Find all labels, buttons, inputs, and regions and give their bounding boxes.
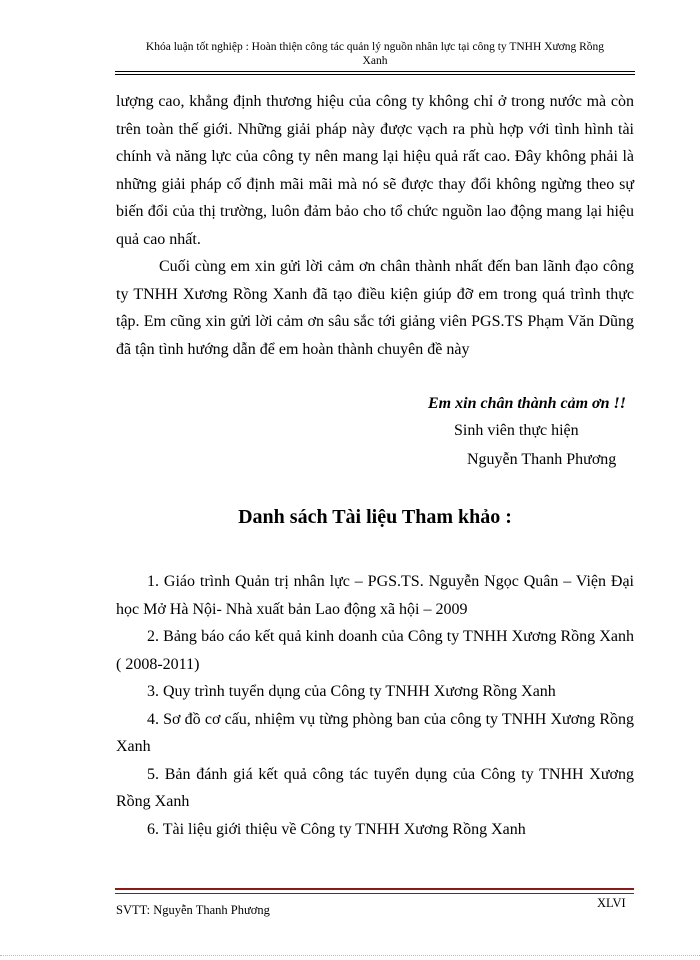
body-paragraph-1: lượng cao, khẳng định thương hiệu của công ty không chỉ ở trong nước mà còn trên toàn thế giới. Những giải pháp này được vạch ra phù hợp với tình hình tài chính và năng lực của công ty nên mang lại hiệu quả rất cao. Đây không phải là những giải pháp cố định mãi mãi mà nó sẽ được thay đổi không ngừng theo sự biến đổi của thị trường, luôn đảm bảo cho tổ chức nguồn lao động mang lại hiệu quả cao nhất. — [116, 93, 634, 248]
reference-item: 5. Bản đánh giá kết quả công tác tuyển dụng của Công ty TNHH Xương Rồng Xanh — [116, 765, 634, 810]
reference-item: 2. Bảng báo cáo kết quả kinh doanh của Công ty TNHH Xương Rồng Xanh ( 2008-2011) — [116, 628, 634, 673]
header-rule — [115, 71, 635, 72]
footer-rule-thin — [115, 893, 634, 894]
page-header — [115, 40, 635, 68]
page-number: XLVI — [597, 896, 626, 910]
signature-name: Nguyễn Thanh Phương — [467, 451, 617, 468]
references-title: Danh sách Tài liệu Tham khảo : — [238, 506, 512, 528]
reference-item: 3. Quy trình tuyển dụng của Công ty TNHH Xương Rồng Xanh — [147, 683, 556, 700]
header-line-1: Khóa luận tốt nghiệp : Hoàn thiện công tác quản lý nguồn nhân lực tại công ty TNHH Xương Rồng — [145, 41, 605, 53]
reference-item: 1. Giáo trình Quản trị nhân lực – PGS.TS. Nguyễn Ngọc Quân – Viện Đại học Mở Hà Nội- Nhà xuất bản Lao động xã hội – 2009 — [116, 573, 634, 618]
footer-rule — [115, 888, 634, 890]
reference-item: 4. Sơ đồ cơ cấu, nhiệm vụ từng phòng ban của công ty TNHH Xương Rồng Xanh — [116, 710, 634, 755]
signature-thanks: Em xin chân thành cảm ơn !! — [428, 395, 626, 412]
signature-role: Sinh viên thực hiện — [454, 422, 579, 439]
header-line-2: Xanh — [362, 55, 388, 67]
references-list — [116, 568, 634, 843]
body-text — [116, 88, 634, 363]
header-rule-double — [115, 74, 635, 75]
body-paragraph-2: Cuối cùng em xin gửi lời cảm ơn chân thành nhất đến ban lãnh đạo công ty TNHH Xương Rồng Xanh đã tạo điều kiện giúp đỡ em trong quá trình thực tập. Em cũng xin gửi lời cảm ơn sâu sắc tới giảng viên PGS.TS Phạm Văn Dũng đã tận tình hướng dẫn để em hoàn thành chuyên đề này — [116, 258, 634, 358]
page-edge-divider — [0, 955, 700, 956]
reference-item: 6. Tài liệu giới thiệu về Công ty TNHH Xương Rồng Xanh — [147, 820, 526, 838]
footer-student: SVTT: Nguyễn Thanh Phương — [116, 903, 270, 917]
